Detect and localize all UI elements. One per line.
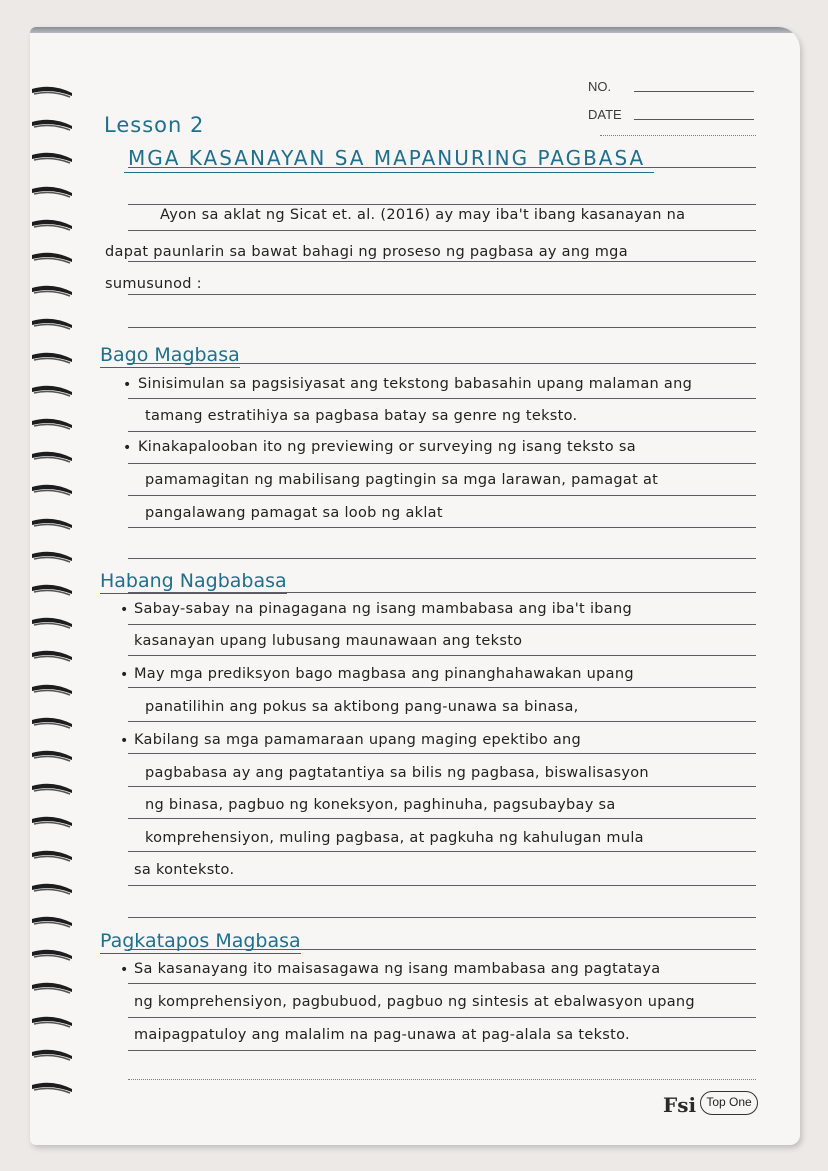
section2-line-5: Kabilang sa mga pamamaraan upang maging epektibo ang <box>134 732 582 748</box>
no-field-line <box>634 91 754 92</box>
section2-line-2: kasanayan upang lubusang maunawaan ang teksto <box>134 633 523 649</box>
section-heading-pagkatapos-magbasa: Pagkatapos Magbasa <box>100 930 301 952</box>
date-field-line <box>634 119 754 120</box>
spiral-ring <box>30 583 74 597</box>
spiral-ring <box>30 284 74 298</box>
spiral-ring <box>30 683 74 697</box>
section1-line-2: tamang estratihiya sa pagbasa batay sa genre ng teksto. <box>145 408 578 424</box>
no-label: NO. <box>588 79 612 94</box>
section1-line-5: pangalawang pamagat sa loob ng aklat <box>145 505 443 521</box>
title-underline <box>124 172 654 173</box>
section1-line-3: Kinakapalooban ito ng previewing or surveying ng isang teksto sa <box>138 439 636 455</box>
spiral-ring <box>30 849 74 863</box>
spiral-ring <box>30 948 74 962</box>
spiral-ring <box>30 981 74 995</box>
spiral-ring <box>30 483 74 497</box>
intro-line-3: sumusunod : <box>105 276 202 292</box>
section2-line-7: ng binasa, pagbuo ng koneksyon, paghinuha, pagsubaybay sa <box>145 797 616 813</box>
section2-line-3: May mga prediksyon bago magbasa ang pinanghahawakan upang <box>134 666 634 682</box>
section-heading-habang-nagbabasa: Habang Nagbabasa <box>100 570 287 592</box>
bullet-dot: • <box>123 377 132 393</box>
intro-line-2: dapat paunlarin sa bawat bahagi ng proseso ng pagbasa ay ang mga <box>105 244 628 260</box>
section1-line-4: pamamagitan ng mabilisang pagtingin sa mga larawan, pamagat at <box>145 472 659 488</box>
fsi-logo: Fsi <box>663 1093 697 1117</box>
spiral-ring <box>30 251 74 265</box>
spiral-ring <box>30 85 74 99</box>
spiral-ring <box>30 749 74 763</box>
spiral-ring <box>30 417 74 431</box>
section2-line-9: sa konteksto. <box>134 862 235 878</box>
section3-line-1: Sa kasanayang ito maisasagawa ng isang mambabasa ang pagtataya <box>134 961 661 977</box>
spiral-ring <box>30 1048 74 1062</box>
spiral-ring <box>30 716 74 730</box>
spiral-ring <box>30 882 74 896</box>
spiral-ring <box>30 782 74 796</box>
spiral-ring <box>30 351 74 365</box>
section2-line-8: komprehensiyon, muling pagbasa, at pagkuha ng kahulugan mula <box>145 830 644 846</box>
lesson-label: Lesson 2 <box>104 113 205 137</box>
spiral-ring <box>30 616 74 630</box>
section3-line-3: maipagpatuloy ang malalim na pag-unawa at pag-alala sa teksto. <box>134 1027 630 1043</box>
section-heading-bago-magbasa: Bago Magbasa <box>100 344 240 366</box>
bullet-dot: • <box>120 733 129 749</box>
section2-line-6: pagbabasa ay ang pagtatantiya sa bilis ng pagbasa, biswalisasyon <box>145 765 649 781</box>
bullet-dot: • <box>120 962 129 978</box>
top-one-badge: Top One <box>700 1091 758 1115</box>
spiral-ring <box>30 450 74 464</box>
section2-line-1: Sabay-sabay na pinagagana ng isang mambabasa ang iba't ibang <box>134 601 632 617</box>
spiral-ring <box>30 1015 74 1029</box>
bullet-dot: • <box>123 440 132 456</box>
bullet-dot: • <box>120 602 129 618</box>
spiral-ring <box>30 1081 74 1095</box>
section1-line-1: Sinisimulan sa pagsisiyasat ang tekstong babasahin upang malaman ang <box>138 376 693 392</box>
date-label: DATE <box>588 107 622 122</box>
spiral-ring <box>30 218 74 232</box>
spiral-ring <box>30 118 74 132</box>
spiral-ring <box>30 185 74 199</box>
spiral-ring <box>30 317 74 331</box>
intro-line-1: Ayon sa aklat ng Sicat et. al. (2016) ay may iba't ibang kasanayan na <box>160 207 686 223</box>
spiral-ring <box>30 915 74 929</box>
spiral-ring <box>30 384 74 398</box>
spiral-ring <box>30 151 74 165</box>
page-title: MGA KASANAYAN SA MAPANURING PAGBASA <box>128 146 646 170</box>
bullet-dot: • <box>120 667 129 683</box>
section2-line-4: panatilihin ang pokus sa aktibong pang-unawa sa binasa, <box>145 699 579 715</box>
section3-line-2: ng komprehensiyon, pagbubuod, pagbuo ng sintesis at ebalwasyon upang <box>134 994 695 1010</box>
spiral-ring <box>30 550 74 564</box>
spiral-ring <box>30 517 74 531</box>
spiral-ring <box>30 649 74 663</box>
spiral-ring <box>30 815 74 829</box>
